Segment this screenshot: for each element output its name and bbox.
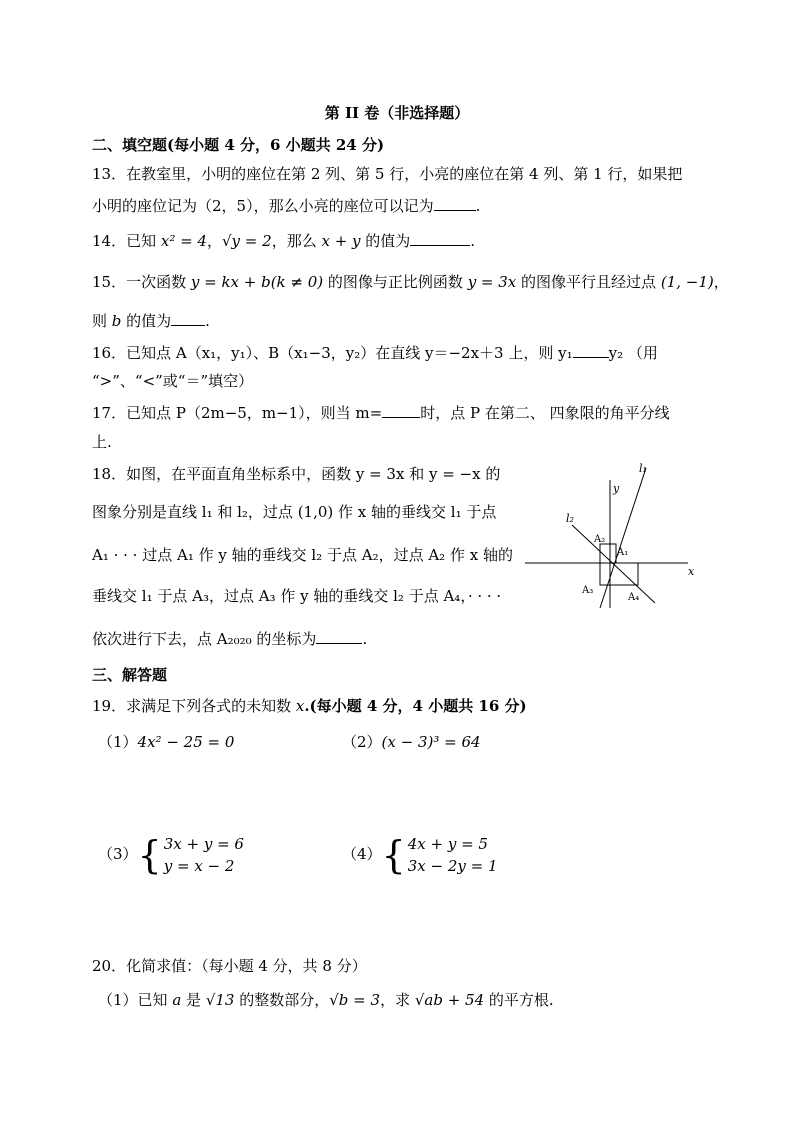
q20-p1-var: a xyxy=(172,991,182,1009)
q16-text: 16．已知点 A（x₁，y₁）、B（x₁−3，y₂）在直线 y＝−2x＋3 上，则 y₁ xyxy=(92,344,573,362)
l2-label: l₂ xyxy=(566,512,574,525)
q19-part3 xyxy=(98,832,244,877)
q13-end: . xyxy=(475,197,481,215)
q19-p2-eq: (x − 3)³ = 64 xyxy=(381,733,481,751)
q15-line1 xyxy=(92,272,729,292)
q19-p1-eq: 4x² − 25 = 0 xyxy=(137,733,235,751)
q19-part4 xyxy=(342,832,498,877)
brace-icon: { xyxy=(137,833,162,877)
q20-p1-text-a: （1）已知 xyxy=(98,991,173,1009)
q19-part2 xyxy=(342,732,481,752)
q15-text-a: 15．一次函数 xyxy=(92,273,191,291)
q20-p1-sqrt13: √13 xyxy=(205,991,235,1009)
q15-var: b xyxy=(111,312,122,330)
q13-line1: 13．在教室里，小明的座位在第 2 列、第 5 行，小亮的座位在第 4 列、第 1 行，如果把 xyxy=(92,165,683,183)
q19-p4-eq2: 3x − 2y = 1 xyxy=(407,857,498,875)
q15-text-e: 则 xyxy=(92,312,112,330)
q19-p3-label: （3） xyxy=(98,845,138,863)
q14-line xyxy=(92,230,475,251)
q20-p1-sqrtb: √b = 3 xyxy=(329,991,381,1009)
q16-line1 xyxy=(92,342,658,363)
q17-answer-blank[interactable] xyxy=(382,402,420,418)
q15-answer-blank[interactable] xyxy=(171,310,205,326)
q17-text-b: 时，点 P 在第二、 四象限的角平分线 xyxy=(420,404,670,422)
q15-function: y = kx + b(k ≠ 0) xyxy=(190,273,324,291)
q18-line3: A₁ · · · 过点 A₁ 作 y 轴的垂线交 l₂ 于点 A₂，过点 A₂ 作 x 轴的 xyxy=(92,546,513,564)
y-axis-label: y xyxy=(613,482,620,495)
q19-p4-label: （4） xyxy=(342,845,382,863)
q15-end: . xyxy=(205,312,210,330)
q15-point: (1, −1) xyxy=(660,273,714,291)
q18-text: 依次进行下去，点 A₂₀₂₀ 的坐标为 xyxy=(92,630,317,648)
l1-label: l₁ xyxy=(639,462,647,475)
q15-text-c: 的图像平行且经过点 xyxy=(516,273,661,291)
q14-eq2: √y = 2 xyxy=(222,232,272,250)
q19-p2-label: （2） xyxy=(342,733,382,751)
q18-answer-blank[interactable] xyxy=(316,628,362,644)
q14-eq1: x² = 4 xyxy=(160,232,207,250)
coordinate-figure xyxy=(520,460,700,610)
line-l1 xyxy=(600,468,646,608)
q14-text-c: ，那么 xyxy=(271,232,322,250)
q19-p3-eq1: 3x + y = 6 xyxy=(163,835,244,853)
q19-var: x xyxy=(295,697,305,715)
q19-p4-eq1: 4x + y = 5 xyxy=(407,835,488,853)
q15-proportional: y = 3x xyxy=(467,273,517,291)
q14-end: . xyxy=(470,232,476,250)
q19-p1-label: （1） xyxy=(98,733,138,751)
q20-p1-text-c: 的整数部分， xyxy=(234,991,330,1009)
q16-text-b: y₂ （用 xyxy=(608,344,658,362)
q20-part1 xyxy=(98,990,554,1010)
q20-p1-text-d: ，求 xyxy=(380,991,415,1009)
point-a1-label: A₁ xyxy=(617,547,629,558)
section2-heading: 二、填空题(每小题 4 分，6 小题共 24 分) xyxy=(92,136,385,154)
q20-p1-text-e: 的平方根. xyxy=(484,991,554,1009)
q20-p1-expr: √ab + 54 xyxy=(414,991,485,1009)
point-a2-label: A₂ xyxy=(594,534,606,545)
q19-p3-eq2: y = x − 2 xyxy=(163,857,235,875)
q19-p4-system xyxy=(382,833,498,877)
q14-expr: x + y xyxy=(321,232,361,250)
part-title: 第 II 卷（非选择题） xyxy=(324,104,470,122)
q17-line2: 上. xyxy=(92,433,112,451)
q18-line5 xyxy=(92,628,367,649)
q14-text-d: 的值为 xyxy=(360,232,411,250)
q14-text-a: 14．已知 xyxy=(92,232,161,250)
x-axis-label: x xyxy=(688,565,695,578)
q18-line1: 18．如图，在平面直角坐标系中，函数 y = 3x 和 y = −x 的 xyxy=(92,465,501,483)
q18-end: . xyxy=(362,630,368,648)
q19-text-a: 19．求满足下列各式的未知数 xyxy=(92,697,296,715)
q19-part1 xyxy=(98,732,234,752)
q17-text-a: 17．已知点 P（2m−5，m−1），则当 m= xyxy=(92,404,383,422)
q14-answer-blank[interactable] xyxy=(410,230,470,246)
q18-line4: 垂线交 l₁ 于点 A₃，过点 A₃ 作 y 轴的垂线交 l₂ 于点 A₄，· · · · xyxy=(92,587,502,605)
q20-p1-text-b: 是 xyxy=(181,991,206,1009)
q13-line2 xyxy=(92,195,480,216)
brace-icon: { xyxy=(381,833,406,877)
q15-text-b: 的图像与正比例函数 xyxy=(323,273,468,291)
q19-p3-system xyxy=(138,833,244,877)
q13-answer-blank[interactable] xyxy=(434,195,476,211)
q16-answer-blank[interactable] xyxy=(573,342,609,358)
q15-text-f: 的值为 xyxy=(121,312,172,330)
q18-line2: 图象分别是直线 l₁ 和 l₂，过点 (1,0) 作 x 轴的垂线交 l₁ 于点 xyxy=(92,503,497,521)
section3-heading: 三、解答题 xyxy=(92,666,168,684)
q15-line2 xyxy=(92,310,210,331)
q19-text-b: .(每小题 4 分，4 小题共 16 分) xyxy=(304,697,527,715)
q19-stem xyxy=(92,696,527,716)
q16-line2: “>”、“<”或“＝”填空） xyxy=(92,372,254,390)
q20-stem: 20．化简求值：（每小题 4 分，共 8 分） xyxy=(92,957,367,975)
point-a4-label: A₄ xyxy=(628,592,640,603)
q17-line1 xyxy=(92,402,670,423)
q13-text: 小明的座位记为（2，5），那么小亮的座位可以记为 xyxy=(92,197,434,215)
point-a3-label: A₃ xyxy=(582,585,594,596)
q14-text-b: ， xyxy=(206,232,222,250)
q15-text-d: ， xyxy=(713,273,729,291)
